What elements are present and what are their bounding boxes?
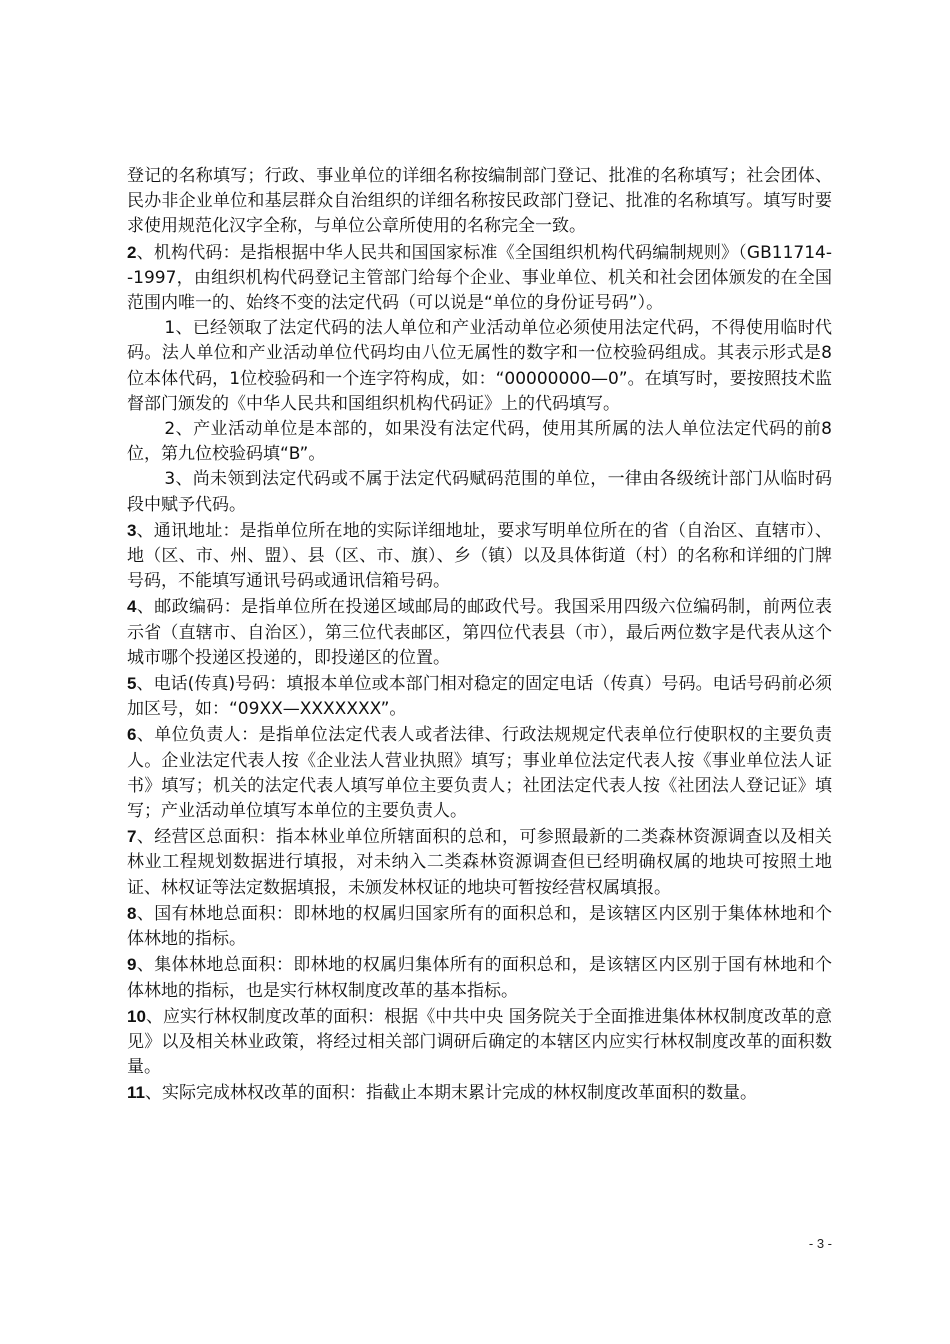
paragraph-item-11	[127, 1080, 832, 1106]
page-number: - 3 -	[808, 1236, 832, 1251]
paragraph-text: 、通讯地址：是指单位所在地的实际详细地址，要求写明单位所在的省（自治区、直辖市）、地（区、市、州、盟）、县（区、市、旗）、乡（镇）以及具体街道（村）的名称和详细的门牌号码，不能填写通讯号码或通讯信箱号码。	[127, 520, 832, 592]
paragraph-item-3	[127, 518, 832, 595]
paragraph-text: 、实际完成林权改革的面积：指截止本期末累计完成的林权制度改革面积的数量。	[144, 1083, 757, 1104]
paragraph-text: 、机构代码：是指根据中华人民共和国国家标准《全国组织机构代码编制规则》（GB11714--1997，由组织机构代码登记主管部门给每个企业、事业单位、机关和社会团体颁发的在全国范围内唯一的、始终不变的法定代码（可以说是“单位的身份证号码”）。	[127, 242, 832, 314]
item-number: 9	[127, 955, 137, 975]
paragraph-item-9	[127, 952, 832, 1003]
paragraph-item-8	[127, 901, 832, 952]
item-number: 5	[127, 674, 137, 694]
item-number: 7	[127, 827, 137, 847]
paragraph-text: 、单位负责人：是指单位法定代表人或者法律、行政法规规定代表单位行使职权的主要负责人。企业法定代表人按《企业法人营业执照》填写；事业单位法定代表人按《事业单位法人证书》填写；机关的法定代表人填写单位主要负责人；社团法定代表人按《社团法人登记证》填写；产业活动单位填写本单位的主要负责人。	[127, 725, 832, 822]
paragraph-text: 、经营区总面积：指本林业单位所辖面积的总和，可参照最新的二类森林资源调查以及相关林业工程规划数据进行填报，对未纳入二类森林资源调查但已经明确权属的地块可按照土地证、林权证等法定数据填报，未颁发林权证的地块可暂按经营权属填报。	[127, 827, 832, 898]
paragraph-item-5	[127, 671, 832, 722]
item-number: 2	[127, 242, 137, 262]
sub-paragraph-3	[127, 467, 832, 517]
paragraph-item-6	[127, 722, 832, 824]
paragraph-item-2	[127, 240, 832, 317]
paragraph-continued	[127, 164, 832, 240]
paragraph-item-7	[127, 824, 832, 901]
paragraph-text: 、国有林地总面积：即林地的权属归国家所有的面积总和，是该辖区内区别于集体林地和个体林地的指标。	[127, 903, 832, 950]
paragraph-text: 登记的名称填写；行政、事业单位的详细名称按编制部门登记、批准的名称填写；社会团体、民办非企业单位和基层群众自治组织的详细名称按民政部门登记、批准的名称填写。填写时要求使用规范化汉字全称，与单位公章所使用的名称完全一致。	[127, 166, 832, 237]
paragraph-text: 2、产业活动单位是本部的，如果没有法定代码，使用其所属的法人单位法定代码的前8位，第九位校验码填“B”。	[127, 419, 832, 465]
paragraph-item-4	[127, 594, 832, 671]
paragraph-text: 、应实行林权制度改革的面积：根据《中共中央 国务院关于全面推进集体林权制度改革的意见》以及相关林业政策，将经过相关部门调研后确定的本辖区内应实行林权制度改革的面积数量。	[127, 1006, 832, 1078]
item-number: 8	[127, 903, 137, 923]
sub-paragraph-1	[127, 316, 832, 417]
item-number: 3	[127, 520, 137, 540]
paragraph-text: 、邮政编码：是指单位所在投递区域邮局的邮政代号。我国采用四级六位编码制，前两位表示省（直辖市、自治区），第三位代表邮区，第四位代表县（市），最后两位数字是代表从这个城市哪个投递区投递的，即投递区的位置。	[127, 597, 832, 668]
item-number: 6	[127, 725, 137, 745]
paragraph-text: 、电话(传真)号码：填报本单位或本部门相对稳定的固定电话（传真）号码。电话号码前必须加区号，如：“09XX—XXXXXXX”。	[127, 674, 832, 720]
paragraph-text: 、集体林地总面积：即林地的权属归集体所有的面积总和，是该辖区内区别于国有林地和个体林地的指标，也是实行林权制度改革的基本指标。	[127, 955, 832, 1001]
sub-paragraph-2	[127, 417, 832, 467]
document-body	[127, 164, 832, 1107]
item-number: 10	[127, 1006, 146, 1026]
item-number: 11	[127, 1083, 145, 1103]
paragraph-item-10	[127, 1004, 832, 1081]
item-number: 4	[127, 597, 137, 617]
paragraph-text: 1、已经领取了法定代码的法人单位和产业活动单位必须使用法定代码，不得使用临时代码。法人单位和产业活动单位代码均由八位无属性的数字和一位校验码组成。其表示形式是8位本体代码，1位校验码和一个连字符构成，如：“00000000—0”。在填写时，要按照技术监督部门颁发的《中华人民共和国组织机构代码证》上的代码填写。	[127, 318, 832, 414]
paragraph-text: 3、尚未领到法定代码或不属于法定代码赋码范围的单位，一律由各级统计部门从临时码段中赋予代码。	[127, 469, 832, 515]
